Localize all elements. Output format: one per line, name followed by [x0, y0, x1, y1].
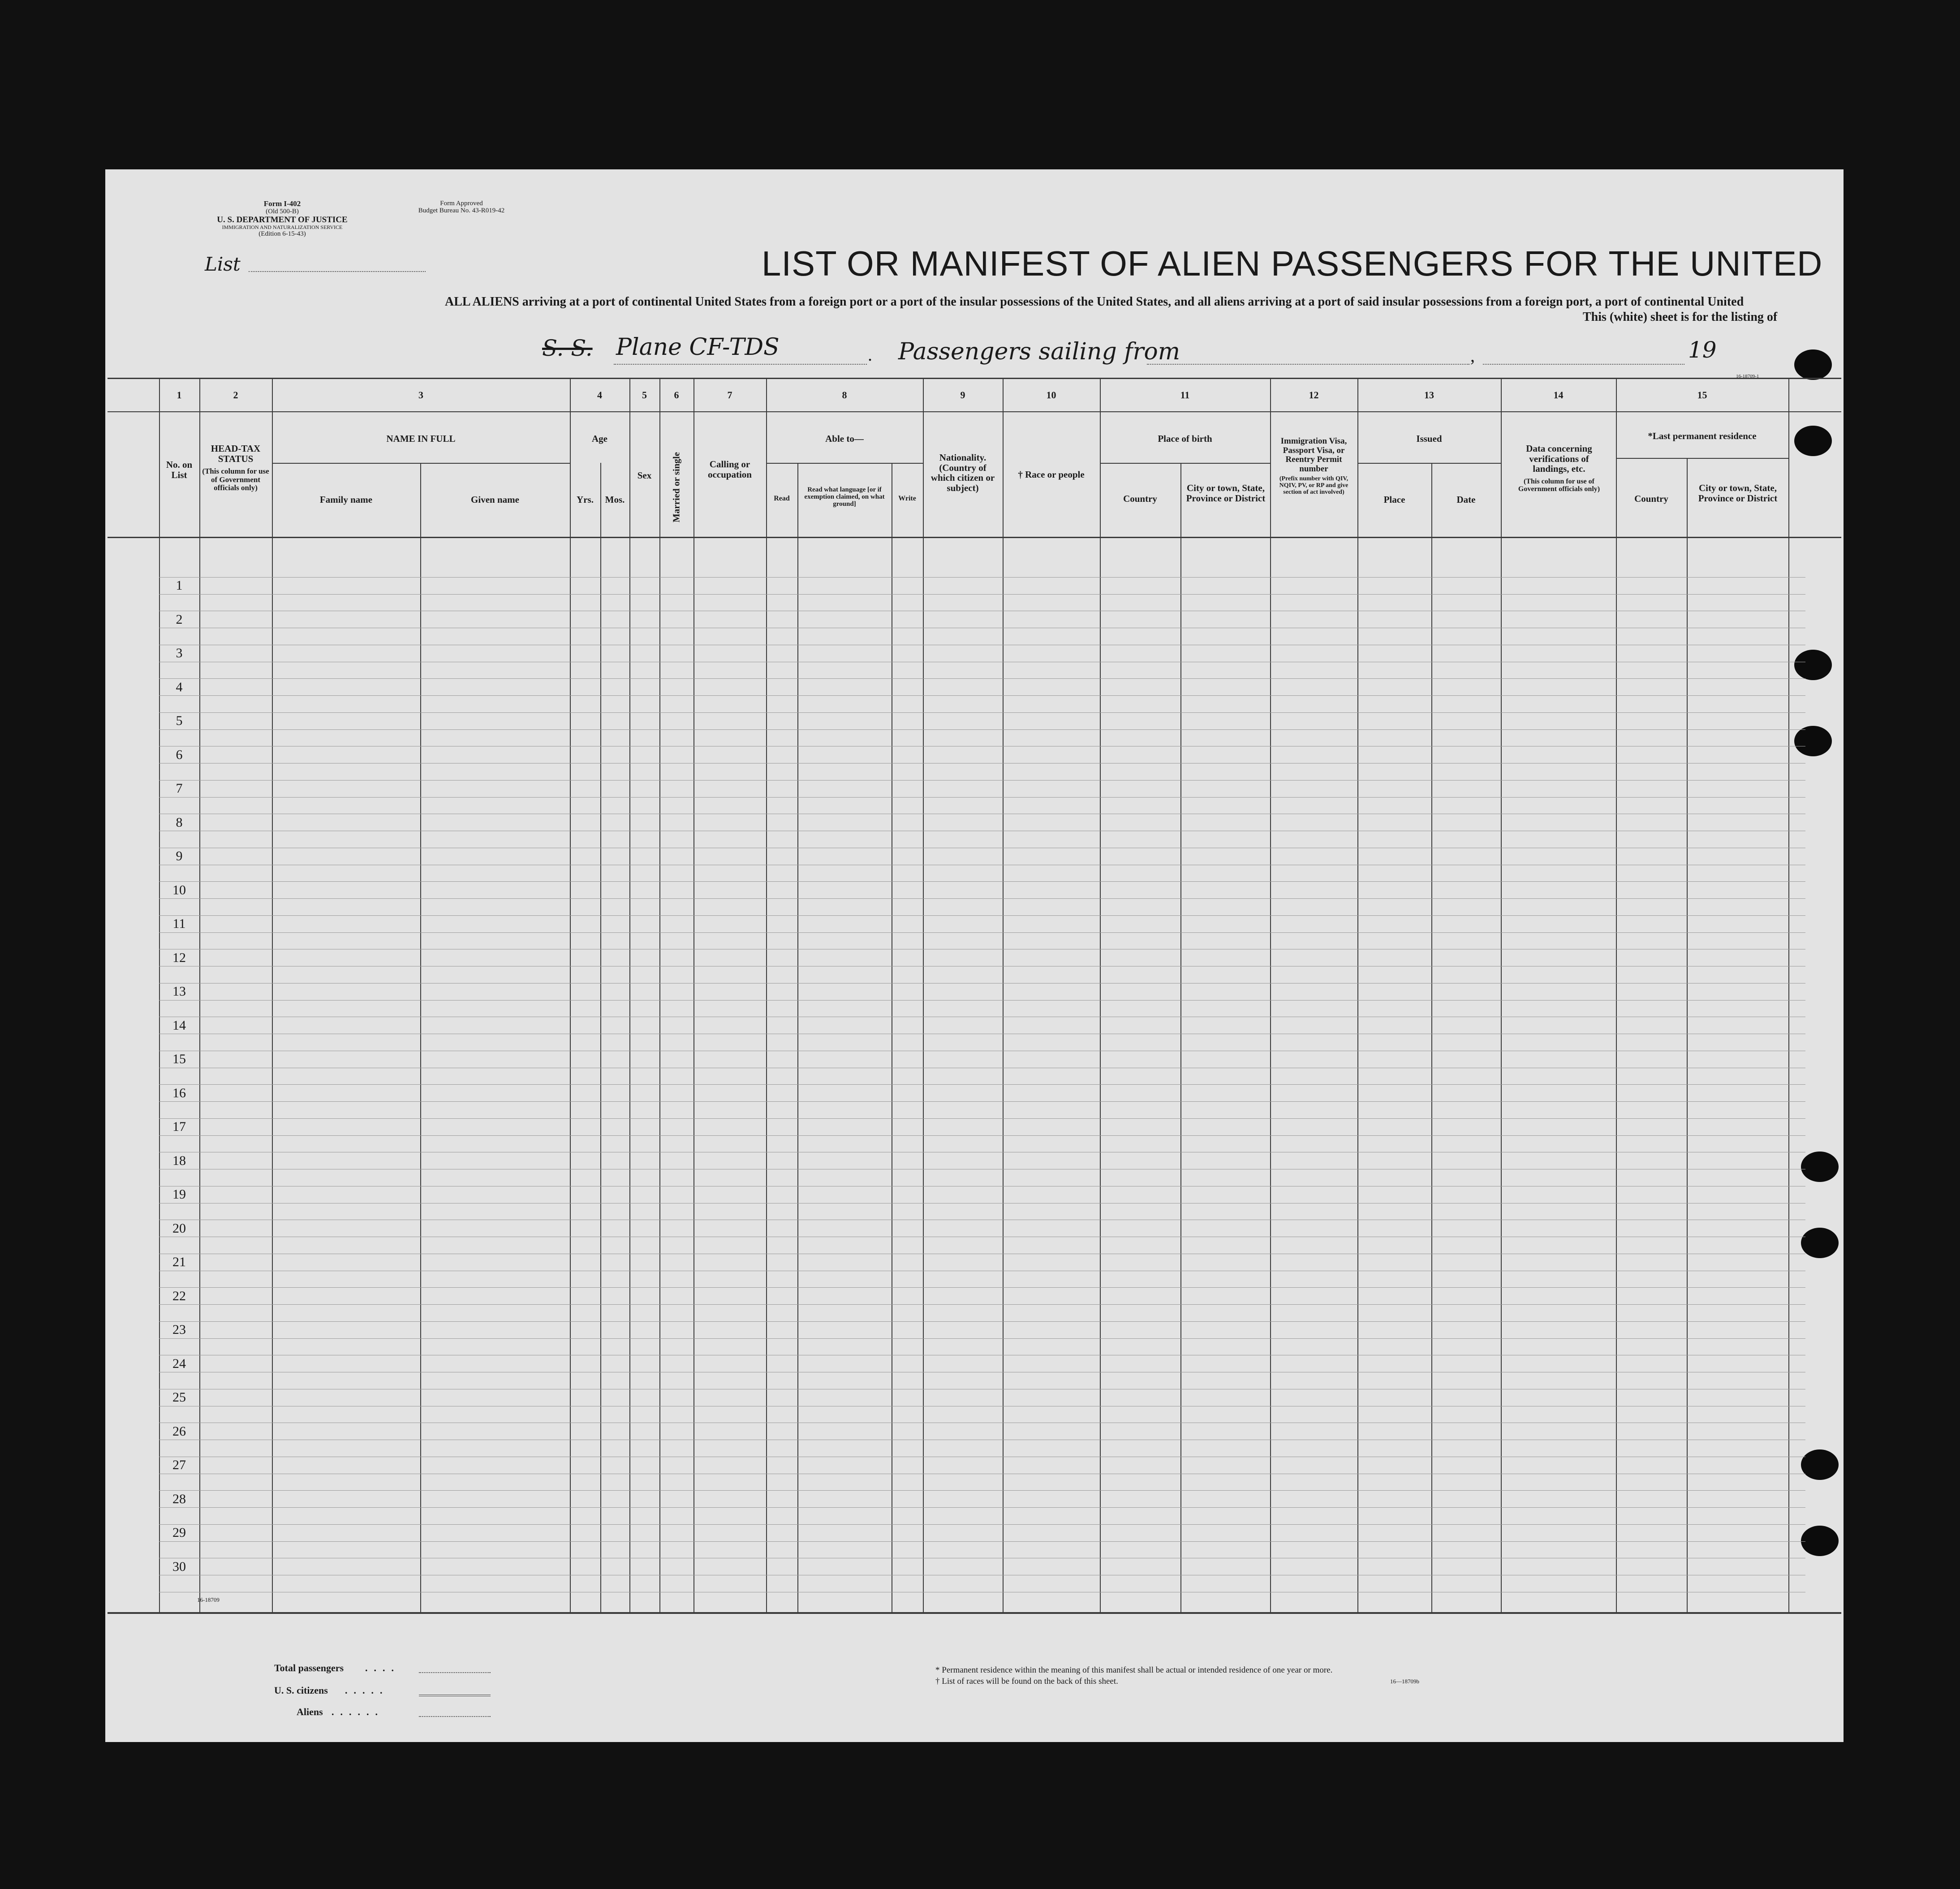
ruled-line: [159, 1338, 1805, 1339]
old-form-number: (Old 500-B): [266, 208, 299, 216]
header-residence-country: Country: [1634, 493, 1668, 504]
header-yrs: Yrs.: [577, 494, 594, 505]
header-name-in-full: NAME IN FULL: [386, 433, 456, 444]
manifest-title: LIST OR MANIFEST OF ALIEN PASSENGERS FOR THE UNITED: [762, 244, 1823, 283]
header-married-or-single: Married or single: [671, 452, 682, 523]
header-family-name: Family name: [319, 494, 373, 505]
list-label: List: [205, 253, 241, 275]
ruled-line: [159, 1524, 1805, 1525]
ruled-line: [159, 932, 1805, 933]
col-num-5: 5: [642, 389, 647, 401]
row-number: 11: [172, 916, 186, 931]
header-able-to: Able to—: [825, 433, 864, 444]
col-num-11: 11: [1180, 389, 1190, 401]
ruled-line: [159, 881, 1805, 882]
punch-hole: [1801, 1228, 1839, 1258]
row-number: 8: [176, 815, 183, 830]
row-number: 1: [176, 578, 183, 593]
us-citizens-line: [419, 1695, 491, 1696]
col-num-10: 10: [1046, 389, 1056, 401]
header-nationality: Nationality. (Country of which citizen or subject): [930, 452, 995, 494]
row-number: 5: [176, 713, 183, 728]
budget-bureau: Budget Bureau No. 43-R019-42: [418, 207, 505, 215]
row-number: 17: [172, 1119, 186, 1134]
row-number: 30: [172, 1559, 186, 1574]
row-number: 12: [172, 950, 186, 965]
footnote-races: † List of races will be found on the back of this sheet.: [935, 1677, 1118, 1686]
able-subheader-rule: [766, 463, 923, 464]
header-read-language: Read what language [or if exemption claimed, on what ground]: [804, 486, 885, 508]
comma: ,: [1470, 345, 1475, 366]
row-number: 10: [172, 883, 186, 897]
col-num-2: 2: [233, 389, 238, 401]
col-num-15: 15: [1697, 389, 1707, 401]
col-num-9: 9: [960, 389, 965, 401]
ruled-line: [159, 898, 1805, 899]
ruled-line: [159, 678, 1805, 679]
row-number: 22: [172, 1289, 186, 1303]
ss-label: S. S.: [542, 335, 593, 361]
col-line: [1788, 378, 1789, 1612]
punch-hole: [1801, 1152, 1839, 1182]
bottom-code: 16-18709: [197, 1596, 220, 1603]
ruled-line: [159, 1321, 1805, 1322]
us-citizens-label: U. S. citizens: [274, 1685, 328, 1696]
form-approved: Form Approved: [440, 200, 483, 207]
header-sex: Sex: [637, 470, 652, 481]
ruled-line: [159, 594, 1805, 595]
col-line: [199, 378, 200, 1612]
list-number-line: [249, 271, 426, 272]
col-line: [570, 378, 571, 1612]
verifications-label: Data concerning verifications of landings, etc.: [1526, 443, 1592, 474]
ruled-line: [159, 729, 1805, 730]
header-age: Age: [592, 433, 607, 444]
col-line: [272, 378, 273, 1612]
vessel-name-handwritten: Plane CF-TDS: [616, 334, 780, 361]
row-number: 29: [172, 1525, 186, 1540]
ruled-line: [159, 577, 1805, 578]
ruled-line: [159, 712, 1805, 713]
col-line: [629, 378, 630, 1612]
col-num-8: 8: [842, 389, 847, 401]
header-issued: Issued: [1416, 433, 1442, 444]
row-number: 21: [172, 1255, 186, 1269]
table-bottom-border: [108, 1612, 1841, 1614]
col-line: [1357, 378, 1358, 1612]
col-num-7: 7: [727, 389, 732, 401]
head-tax-note: (This column for use of Government officials only): [202, 467, 269, 492]
intro-line-1: ALL ALIENS arriving at a port of continental United States from a foreign port or a port of the insular possessions of the United States, and all aliens arriving at a port of said insular possessions from a foreign port, a port of continental United: [445, 295, 1744, 309]
period: .: [868, 345, 872, 365]
row-number: 24: [172, 1356, 186, 1371]
top-right-code: 16-18709-1: [1736, 374, 1759, 379]
birth-subheader-rule: [1100, 463, 1270, 464]
punch-hole: [1794, 349, 1832, 380]
col-line: [766, 378, 767, 1612]
ruled-line: [159, 1000, 1805, 1001]
vessel-name-line: [614, 364, 867, 365]
row-number: 27: [172, 1458, 186, 1472]
sailing-from-line: [1147, 364, 1469, 365]
header-place-of-birth: Place of birth: [1158, 433, 1212, 444]
row-number: 14: [172, 1018, 186, 1033]
sailing-from-label: Passengers sailing from: [898, 338, 1180, 365]
header-issued-place: Place: [1383, 494, 1405, 505]
row-number: 26: [172, 1424, 186, 1439]
header-write: Write: [898, 495, 916, 502]
punch-hole: [1801, 1526, 1839, 1556]
col-line: [159, 378, 160, 1612]
col-line: [1003, 378, 1004, 1612]
column-number-rule: [108, 411, 1841, 412]
col-line: [923, 378, 924, 1612]
dots: ....: [365, 1662, 400, 1673]
col-line: [1270, 378, 1271, 1612]
row-number: 20: [172, 1221, 186, 1236]
col-num-4: 4: [597, 389, 602, 401]
ruled-line: [159, 1490, 1805, 1491]
header-residence-city: City or town, State, Province or District: [1698, 483, 1778, 504]
ruled-line: [159, 1135, 1805, 1136]
table-top-border: [108, 378, 1841, 379]
row-number: 18: [172, 1153, 186, 1168]
row-number: 3: [176, 646, 183, 660]
col-num-13: 13: [1424, 389, 1434, 401]
ruled-line: [159, 1541, 1805, 1542]
year-prefix: 19: [1688, 337, 1717, 363]
aliens-label: Aliens: [297, 1706, 323, 1717]
row-number: 16: [172, 1086, 186, 1100]
col-line: [1100, 378, 1101, 1612]
header-verifications: [1512, 444, 1606, 493]
header-mos: Mos.: [605, 494, 625, 505]
manifest-sheet: [105, 169, 1844, 1742]
issued-subheader-rule: [1357, 463, 1501, 464]
footnote-permanent: * Permanent residence within the meaning of this manifest shall be actual or intended residence of one year or more.: [935, 1665, 1333, 1675]
header-last-residence: *Last permanent residence: [1648, 431, 1757, 441]
header-read: Read: [774, 495, 790, 502]
ruled-line: [159, 695, 1805, 696]
header-head-tax: [201, 444, 271, 492]
row-number: 2: [176, 612, 183, 627]
row-number: 19: [172, 1187, 186, 1202]
header-issued-date: Date: [1456, 494, 1476, 505]
col-line: [1616, 378, 1617, 1612]
intro-line-2: This (white) sheet is for the listing of: [1583, 310, 1778, 324]
row-number: 23: [172, 1322, 186, 1337]
ruled-line: [159, 1084, 1805, 1085]
col-num-6: 6: [674, 389, 679, 401]
header-visa: [1272, 437, 1355, 496]
ruled-line: [159, 1304, 1805, 1305]
header-bottom-rule: [108, 537, 1841, 538]
visa-label: Immigration Visa, Passport Visa, or Reentry Permit number: [1280, 436, 1347, 474]
ruled-line: [159, 1101, 1805, 1102]
col-line: [1687, 458, 1688, 1612]
service: IMMIGRATION AND NATURALIZATION SERVICE: [222, 224, 343, 231]
row-number: 4: [176, 680, 183, 694]
aliens-line: [419, 1716, 491, 1717]
header-calling: Calling or occupation: [707, 459, 752, 480]
row-number: 13: [172, 984, 186, 999]
col-line: [1501, 378, 1502, 1612]
date-line: [1483, 364, 1684, 365]
punch-hole: [1801, 1449, 1839, 1480]
dots: ......: [332, 1706, 384, 1717]
header-no-on-list: No. on List: [166, 459, 193, 480]
header-race: † Race or people: [1018, 469, 1085, 480]
ruled-line: [159, 1507, 1805, 1508]
ruled-line: [159, 780, 1805, 781]
punch-hole: [1794, 650, 1832, 680]
header-birth-country: Country: [1123, 493, 1157, 504]
col-num-12: 12: [1309, 389, 1319, 401]
total-passengers-label: Total passengers: [274, 1662, 344, 1673]
residence-subheader-rule: [1616, 458, 1788, 459]
col-num-3: 3: [418, 389, 423, 401]
col-line: [659, 378, 660, 1612]
form-info-block: [188, 200, 376, 237]
punch-hole: [1794, 426, 1832, 456]
row-number: 15: [172, 1052, 186, 1066]
punch-hole: [1794, 726, 1832, 756]
ruled-line: [159, 915, 1805, 916]
ruled-line: [159, 1287, 1805, 1288]
footnote-code: 16—18709b: [1390, 1678, 1419, 1685]
row-number: 25: [172, 1390, 186, 1405]
head-tax-label: HEAD-TAX STATUS: [211, 443, 261, 464]
total-passengers-line: [419, 1672, 491, 1673]
row-number: 28: [172, 1492, 186, 1506]
department: U. S. DEPARTMENT OF JUSTICE: [217, 215, 348, 224]
verifications-note: (This column for use of Government officials only): [1518, 478, 1600, 493]
form-number: Form I-402: [263, 199, 301, 208]
approval-block: [394, 200, 529, 214]
edition: (Edition 6-15-43): [258, 230, 306, 238]
header-birth-city: City or town, State, Province or District: [1186, 483, 1266, 504]
ruled-line: [159, 1118, 1805, 1119]
dots: .....: [345, 1685, 389, 1696]
row-number: 6: [176, 747, 183, 762]
row-number: 7: [176, 781, 183, 796]
row-number: 9: [176, 849, 183, 863]
col-num-14: 14: [1553, 389, 1564, 401]
visa-note: (Prefix number with QIV, NQIV, PV, or RP and give section of act involved): [1279, 475, 1348, 496]
ruled-line: [159, 797, 1805, 798]
col-num-1: 1: [177, 389, 182, 401]
header-given-name: Given name: [471, 494, 519, 505]
